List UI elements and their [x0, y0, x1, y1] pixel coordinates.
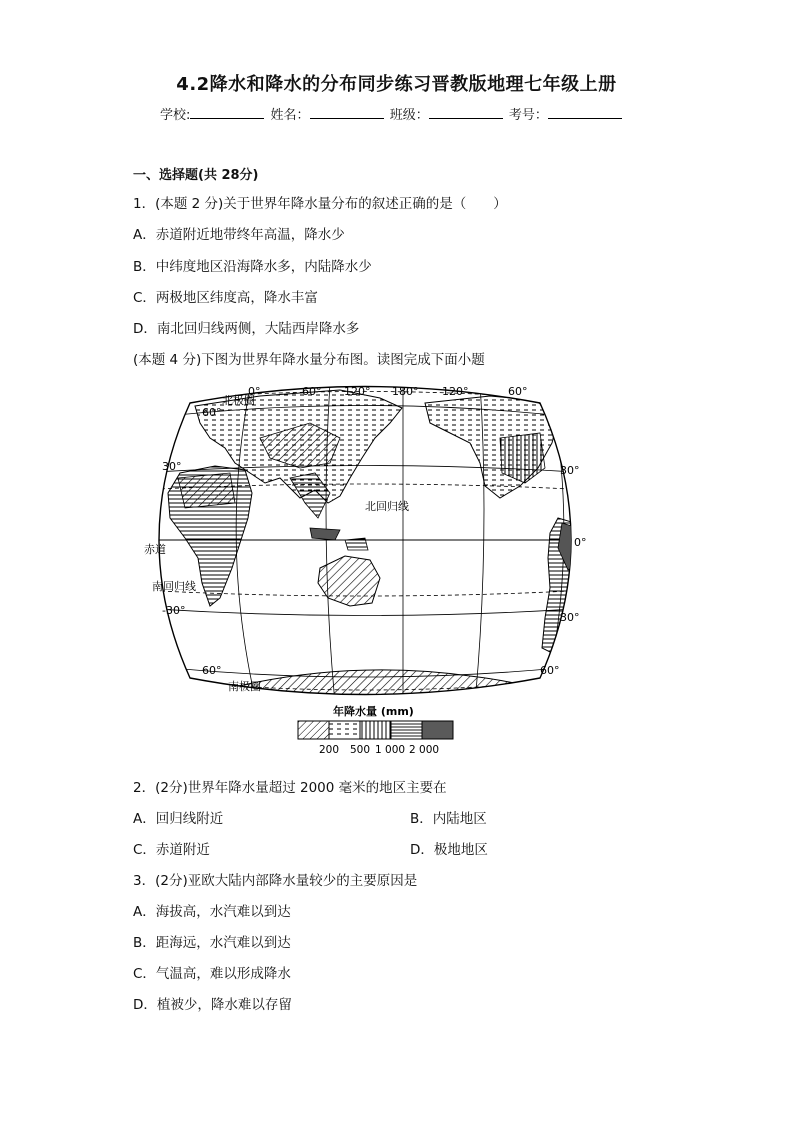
question-2-option-d: D．极地地区: [410, 842, 488, 858]
page-title: 4.2降水和降水的分布同步练习晋教版地理七年级上册: [176, 74, 617, 95]
lon-label-180: 180°: [392, 385, 419, 398]
question-1-stem: 1．(本题 2 分)关于世界年降水量分布的叙述正确的是（ ）: [133, 196, 507, 212]
lat-label-60s-right: 60°: [540, 664, 560, 677]
question-1-option-a: A．赤道附近地带终年高温，降水少: [133, 227, 345, 243]
legend-value-1000: 1 000: [375, 744, 406, 756]
school-label: 学校:: [160, 108, 191, 123]
map-svg: [140, 378, 590, 703]
legend-swatch-gt2000: [422, 721, 453, 739]
lon-label-60w: 60°: [302, 385, 322, 398]
name-field[interactable]: [310, 106, 384, 119]
question-group-intro: (本题 4 分)下图为世界年降水量分布图。读图完成下面小题: [133, 352, 485, 368]
question-3-option-c: C．气温高，难以形成降水: [133, 966, 291, 982]
question-3-option-d: D．植被少，降水难以存留: [133, 997, 292, 1013]
question-1-option-b: B．中纬度地区沿海降水多，内陆降水少: [133, 259, 372, 275]
lat-label-equator: 赤道: [144, 543, 166, 556]
student-info-line: [160, 104, 624, 123]
question-3-option-b: B．距海远，水汽难以到达: [133, 935, 291, 951]
lat-label-60n-left: 60°: [202, 406, 222, 419]
legend-swatch-1000-2000: [391, 721, 422, 739]
class-label: 班级：: [389, 108, 429, 123]
lon-label-60: 60°: [508, 385, 528, 398]
label-tropic-of-capricorn: 南回归线: [152, 580, 196, 593]
lat-label-30s-right: 30°: [560, 611, 580, 624]
lon-label-120e: 120°: [344, 385, 371, 398]
class-field[interactable]: [429, 106, 503, 119]
school-field[interactable]: [190, 106, 264, 119]
lat-label-60s-left: 60°: [202, 664, 222, 677]
map-legend: [297, 702, 457, 758]
question-2-option-c: C．赤道附近: [133, 842, 210, 858]
question-2-option-b: B．内陆地区: [410, 811, 487, 827]
label-tropic-of-cancer: 北回归线: [365, 500, 409, 513]
question-1-option-d: D．南北回归线两侧，大陆西岸降水多: [133, 321, 360, 337]
exam-number-label: 考号：: [508, 108, 548, 123]
question-2-option-a: A．回归线附近: [133, 811, 224, 827]
legend-value-500: 500: [350, 744, 371, 756]
question-2-stem: 2．(2分)世界年降水量超过 2000 毫米的地区主要在: [133, 780, 447, 796]
legend-swatch-500-1000: [360, 721, 391, 739]
label-arctic-circle: 北极圈: [222, 394, 255, 407]
legend-swatch-200-500: [329, 721, 360, 739]
name-label: 姓名：: [270, 108, 310, 123]
lon-label-120w: 120°: [442, 385, 469, 398]
question-3-option-a: A．海拔高，水汽难以到达: [133, 904, 291, 920]
legend-value-2000: 2 000: [409, 744, 440, 756]
lat-label-0-right: 0°: [574, 536, 587, 549]
question-1-option-c: C．两极地区纬度高，降水丰富: [133, 290, 318, 306]
legend-value-200: 200: [319, 744, 340, 756]
world-precipitation-map: [140, 378, 590, 703]
lat-label-30s-left: -30°: [162, 604, 186, 617]
legend-swatch-lt200: [298, 721, 329, 739]
question-3-stem: 3．(2分)亚欧大陆内部降水量较少的主要原因是: [133, 873, 418, 889]
label-antarctic-circle: 南极圈: [228, 680, 261, 693]
legend-svg: [297, 702, 457, 758]
section-heading: 一、选择题(共 28分): [133, 168, 259, 183]
exam-number-field[interactable]: [548, 106, 622, 119]
lat-label-30n-right: 30°: [560, 464, 580, 477]
legend-title: 年降水量 (mm): [333, 705, 414, 718]
lon-label-0: 0°: [248, 385, 261, 398]
lat-label-30n-left: 30°: [162, 460, 182, 473]
